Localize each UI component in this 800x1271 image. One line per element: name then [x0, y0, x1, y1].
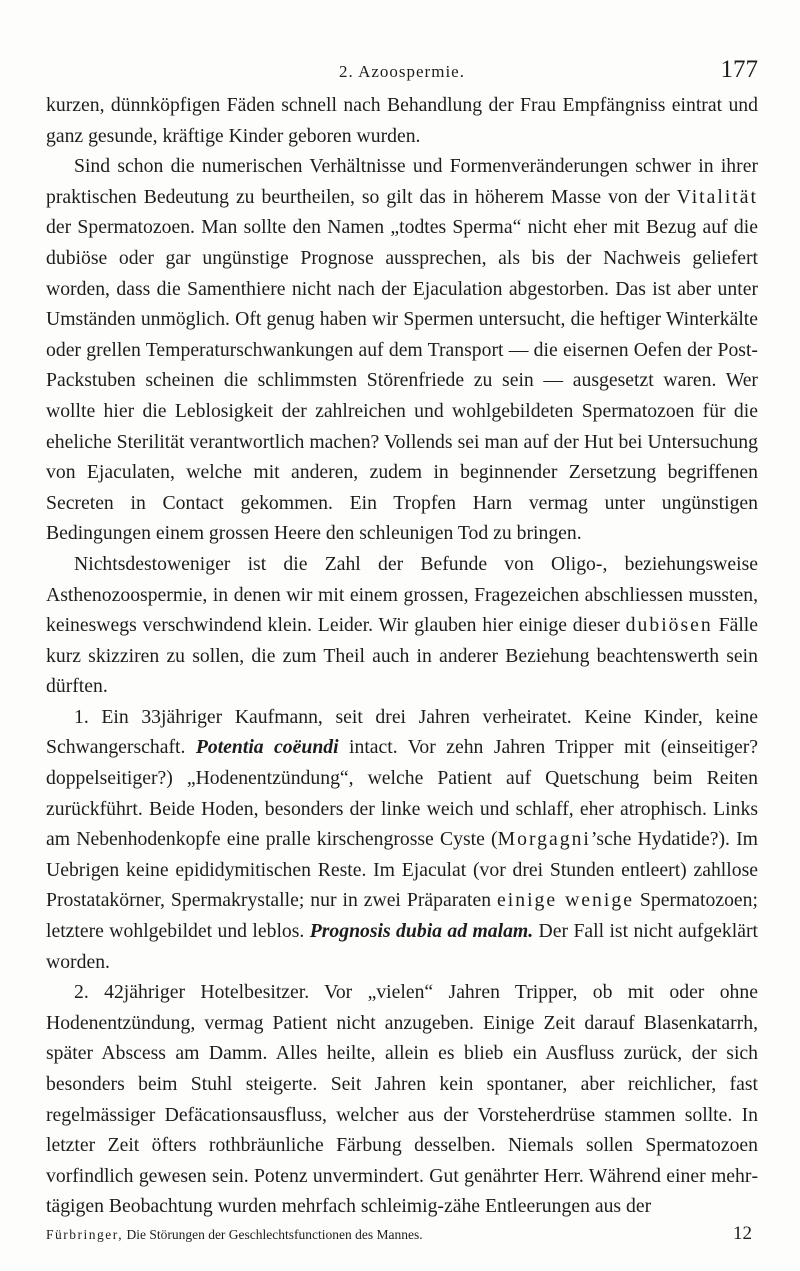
footer-author: Fürbringer, [46, 1226, 124, 1242]
paragraph-2 [46, 151, 758, 549]
paragraph-1-text: kurzen, dünnköpfigen Fäden schnell nach Behandlung der Frau Empfängniss eintrat und ganz gesunde, kräftige Kinder geboren wurden. [46, 94, 758, 147]
paragraph-1 [46, 90, 758, 151]
running-title: 2. Azoospermie. [339, 62, 465, 81]
paragraph-2-text-c: der Spermatozoen. Man sollte den Namen „todtes Sperma“ nicht eher mit Bezug auf die dubiöse oder gar ungünstige Prognose aussprechen, als bis der Nachweis geliefert worden, dass die Samenthiere nicht nach der Ejaculation abgestorben. Das ist aber unter Umständen unmöglich. Oft genug haben wir Spermen untersucht, die heftiger Winterkälte oder grellen Temperaturschwankungen auf dem Transport — die eisernen Oefen der Post-Packstuben scheinen die schlimmsten Störenfriede zu sein — ausgesetzt waren. Wer wollte hier die Leblosigkeit der zahlreichen und wohlgebildeten Spermatozoen für die eheliche Sterilität verantwortlich machen? Vollends sei man auf der Hut bei Untersuchung von Ejaculaten, welche mit anderen, zudem in beginnender Zersetzung begriffenen Secreten in Contact gekommen. Ein Tropfen Harn vermag unter ungünstigen Bedingungen einem grossen Heere den schleunigen Tod zu bringen. [46, 216, 758, 545]
body-text [46, 90, 758, 1222]
case-1-text-a: 1. Ein 33jähriger Kaufmann, seit drei Jahren verheiratet. Keine Kinder, keine Schwangerschaft. [46, 705, 758, 759]
case-1-text-e: ’sche Hydatide?). Im Uebrigen keine epididymitischen Reste. Im Ejaculat (vor drei Stunden entleert) zahllose Prostatakörner, Spermakrystalle; nur in zwei Präparaten [46, 828, 758, 912]
case-1-text-c: intact. Vor zehn Jahren Tripper mit (einseitiger? doppelseitiger?) „Hodenentzündung“, welche Patient auf Quetschung beim Reiten zurückführt. Beide Hoden, besonders der linke weich und schlaff, eher atrophisch. Links am Nebenhodenkopfe eine pralle kirschengrosse Cyste ( [46, 736, 758, 851]
footer [46, 1222, 758, 1245]
emphasis-prognosis: Prognosis dubia ad malam. [309, 920, 534, 943]
paragraph-3-text-c: Fälle kurz skizziren zu sollen, die zum Theil auch in anderer Beziehung beachtenswerth sein dürften. [46, 614, 758, 698]
paragraph-2-text-a: Sind schon die numerischen Verhältnisse und Formenveränderungen schwer in ihrer praktischen Bedeutung zu beurtheilen, so gilt das in höherem Masse von der [46, 155, 758, 208]
emphasis-morgagni: Morgagni [497, 828, 591, 851]
case-2-paragraph [46, 977, 758, 1222]
case-1-paragraph [46, 702, 758, 977]
emphasis-dubioesen: dubiösen [625, 614, 713, 637]
case-1-text-i: Der Fall ist nicht aufgeklärt worden. [46, 920, 758, 973]
signature-mark: 12 [733, 1222, 752, 1244]
page-number: 177 [720, 56, 758, 83]
running-head [46, 52, 758, 90]
paragraph-3-text-a: Nichtsdestoweniger ist die Zahl der Befunde von Oligo-, beziehungsweise Asthenozoospermie, in denen wir mit einem grossen, Fragezeichen abschliessen mussten, keineswegs verschwindend klein. Leider. Wir glauben hier einige dieser [46, 552, 758, 637]
footer-title: Die Störungen der Geschlechtsfunctionen des Mannes. [123, 1226, 423, 1242]
emphasis-einige-wenige: einige wenige [497, 889, 634, 912]
emphasis-vitalitaet: Vitalität [676, 185, 758, 208]
paragraph-3 [46, 549, 758, 702]
case-1-text-g: Spermatozoen; letztere wohlgebildet und leblos. [46, 889, 758, 943]
emphasis-potentia-coeundi: Potentia coëundi [195, 736, 339, 759]
case-2-text: 2. 42jähriger Hotelbesitzer. Vor „vielen“ Jahren Tripper, ob mit oder ohne Hodenentzündung, vermag Patient nicht anzugeben. Einige Zeit darauf Blasenkatarrh, später Abscess am Damm. Alles heilte, allein es blieb ein Ausfluss zurück, der sich besonders beim Stuhl steigerte. Seit Jahren kein spontaner, aber reichlicher, fast regelmässiger Defäcationsausfluss, welcher aus der Vorsteherdrüse stammen sollte. In letzter Zeit öfters rothbräunliche Färbung desselben. Niemals sollen Spermatozoen vorfindlich gewesen sein. Potenz unvermindert. Gut genährter Herr. Während einer mehrtägigen Beobachtung wurden mehrfach schleimig-zähe Entleerungen aus der [46, 981, 758, 1218]
